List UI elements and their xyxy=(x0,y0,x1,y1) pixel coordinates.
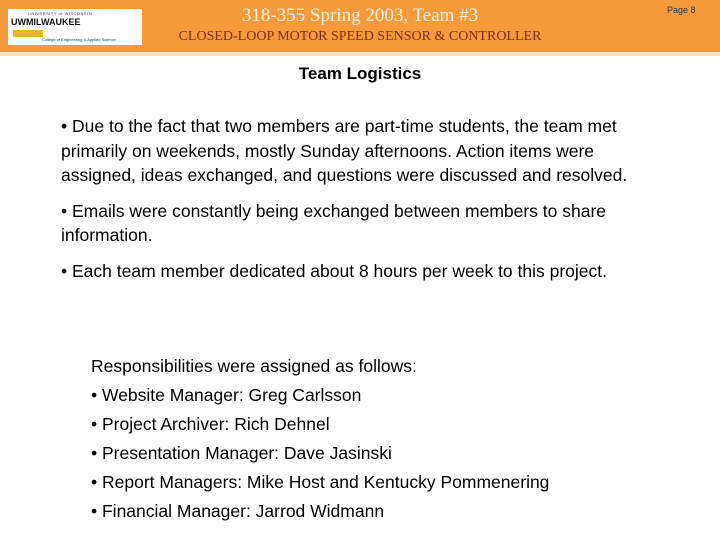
list-item: • Report Managers: Mike Host and Kentucky Pommenering xyxy=(91,472,550,492)
logo-top-text: UNIVERSITY of WISCONSIN xyxy=(28,11,93,16)
logo-main-text: UWMILWAUKEE xyxy=(11,17,81,27)
responsibilities-list xyxy=(91,352,549,526)
bullet: • Each team member dedicated about 8 hours per week to this project. xyxy=(61,260,608,281)
header-divider xyxy=(0,52,720,56)
bullet: • Due to the fact that two members are part-time students, the team met primarily on weekends, mostly Sunday afternoons. Action items were assigned, ideas exchanged, and questions were discussed and resolved. xyxy=(61,116,628,185)
slide-body xyxy=(61,114,671,294)
slide-header xyxy=(0,0,720,52)
list-item: • Presentation Manager: Dave Jasinski xyxy=(91,443,392,463)
responsibilities-heading: Responsibilities were assigned as follows: xyxy=(91,356,417,376)
list-item: • Financial Manager: Jarrod Widmann xyxy=(91,501,385,521)
list-item: • Website Manager: Greg Carlsson xyxy=(91,385,362,405)
page-number: Page 8 xyxy=(667,5,696,15)
slide-title: Team Logistics xyxy=(298,64,422,83)
list-item: • Project Archiver: Rich Dehnel xyxy=(91,414,330,434)
logo-sub-text: College of Engineering & Applied Science xyxy=(42,37,116,42)
header-title: 318-355 Spring 2003, Team #3 xyxy=(241,5,479,26)
bullet: • Emails were constantly being exchanged between members to share information. xyxy=(61,200,607,245)
header-subtitle: CLOSED-LOOP MOTOR SPEED SENSOR & CONTROLLER xyxy=(178,29,542,44)
